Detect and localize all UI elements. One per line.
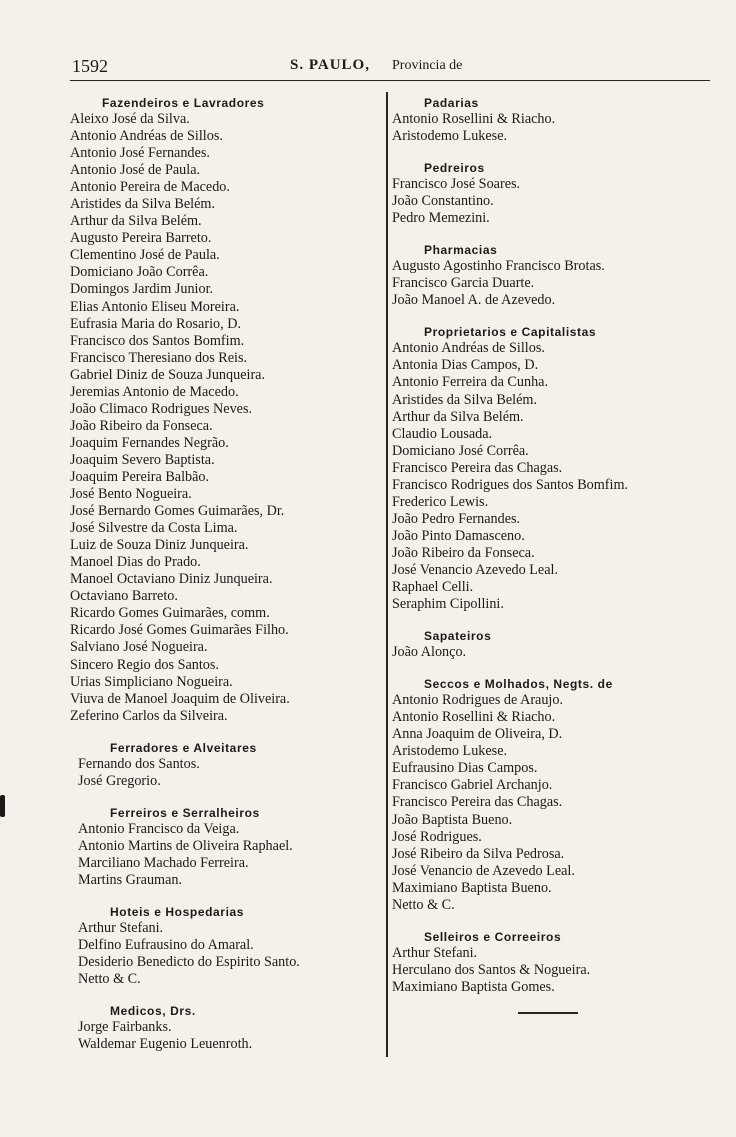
directory-entry: Antonio Andréas de Sillos.: [392, 340, 545, 357]
directory-entry: Antonio Rodrigues de Araujo.: [392, 692, 564, 709]
directory-entry: Maximiano Baptista Bueno.: [392, 879, 552, 896]
directory-entry: Antonio Martins de Oliveira Raphael.: [78, 837, 293, 854]
directory-entry: José Venancio de Azevedo Leal.: [392, 862, 575, 879]
directory-entry: Antonio Andréas de Sillos.: [70, 128, 223, 145]
directory-entry: Anna Joaquim de Oliveira, D.: [392, 726, 563, 743]
section-padarias: [392, 96, 717, 145]
section-title: Ferradores e Alveitares: [110, 740, 257, 755]
directory-entry: Joaquim Severo Baptista.: [70, 451, 215, 468]
directory-entry: Arthur Stefani.: [392, 944, 478, 961]
right-column: [392, 96, 717, 1014]
header-rule: [70, 80, 710, 81]
section-pedreiros: [392, 161, 717, 227]
section-proprietarios-e-capitalistas: [392, 325, 717, 613]
directory-entry: Arthur da Silva Belém.: [70, 213, 202, 230]
directory-entry: José Bernardo Gomes Guimarães, Dr.: [70, 503, 285, 520]
directory-entry: Augusto Agostinho Francisco Brotas.: [392, 258, 605, 275]
directory-entry: Claudio Lousada.: [392, 425, 493, 442]
directory-entry: Manoel Dias do Prado.: [70, 554, 201, 571]
page-number: 1592: [72, 56, 108, 76]
directory-entry: João Ribeiro da Fonseca.: [70, 417, 213, 434]
directory-entry: Clementino José de Paula.: [70, 247, 220, 264]
directory-entry: José Bento Nogueira.: [70, 486, 192, 503]
directory-entry: Sincero Regio dos Santos.: [70, 656, 219, 673]
directory-entry: João Climaco Rodrigues Neves.: [70, 400, 253, 417]
end-rule: [518, 1012, 578, 1014]
directory-entry: João Alonço.: [392, 644, 467, 661]
directory-entry: Elias Antonio Eliseu Moreira.: [70, 298, 240, 315]
directory-entry: Francisco Pereira das Chagas.: [392, 459, 563, 476]
directory-entry: Augusto Pereira Barreto.: [70, 230, 212, 247]
section-title: Hoteis e Hospedarias: [110, 904, 245, 919]
directory-entry: Martins Grauman.: [78, 871, 183, 888]
directory-entry: João Ribeiro da Fonseca.: [392, 544, 535, 561]
directory-entry: Pedro Memezini.: [392, 210, 490, 227]
directory-entry: José Venancio Azevedo Leal.: [392, 561, 558, 578]
directory-entry: Francisco José Soares.: [392, 176, 521, 193]
directory-entry: Netto & C.: [392, 896, 455, 913]
page-header: [0, 54, 736, 82]
directory-entry: João Manoel A. de Azevedo.: [392, 292, 556, 309]
directory-entry: Francisco Theresiano dos Reis.: [70, 349, 248, 366]
directory-entry: Aleixo José da Silva.: [70, 111, 190, 127]
directory-entry: Francisco Gabriel Archanjo.: [392, 777, 553, 794]
directory-entry: Antonio Rosellini & Riacho.: [392, 111, 556, 127]
directory-entry: Jorge Fairbanks.: [78, 1019, 172, 1036]
directory-entry: Desiderio Benedicto do Espirito Santo.: [78, 954, 300, 971]
directory-entry: Manoel Octaviano Diniz Junqueira.: [70, 571, 273, 588]
directory-entry: Frederico Lewis.: [392, 493, 489, 510]
section-title: Pedreiros: [424, 161, 485, 176]
directory-entry: Delfino Eufrausino do Amaral.: [78, 937, 254, 954]
directory-entry: José Ribeiro da Silva Pedrosa.: [392, 845, 565, 862]
column-divider: [386, 92, 388, 1057]
running-head-city: S. PAULO,: [290, 57, 370, 73]
section-sapateiros: [392, 629, 717, 661]
left-column: [70, 96, 378, 1053]
directory-entry: Ricardo José Gomes Guimarães Filho.: [70, 622, 289, 639]
directory-entry: João Pinto Damasceno.: [392, 527, 525, 544]
directory-entry: Urias Simpliciano Nogueira.: [70, 673, 233, 690]
directory-entry: Seraphim Cipollini.: [392, 596, 504, 613]
section-title: Pharmacias: [424, 243, 498, 258]
directory-entry: Octaviano Barreto.: [70, 588, 178, 605]
section-seccos-e-molhados-negts-de: [392, 677, 717, 914]
directory-entry: Salviano José Nogueira.: [70, 639, 208, 656]
directory-entry: Viuva de Manoel Joaquim de Oliveira.: [70, 690, 290, 707]
directory-entry: Raphael Celli.: [392, 579, 474, 596]
section-medicos-drs: [70, 1004, 378, 1053]
directory-entry: Jeremias Antonio de Macedo.: [70, 383, 239, 400]
directory-entry: Netto & C.: [78, 971, 141, 988]
binding-mark: [0, 795, 5, 817]
directory-entry: José Silvestre da Costa Lima.: [70, 520, 238, 537]
directory-entry: Eufrausino Dias Campos.: [392, 760, 538, 777]
section-hoteis-e-hospedarias: [70, 905, 378, 988]
directory-entry: Arthur Stefani.: [78, 919, 164, 936]
directory-entry: João Baptista Bueno.: [392, 811, 513, 828]
section-ferradores-e-alveitares: [70, 741, 378, 790]
directory-entry: Aristides da Silva Belém.: [70, 196, 216, 213]
section-title: Proprietarios e Capitalistas: [424, 325, 597, 340]
directory-entry: Joaquim Fernandes Negrão.: [70, 434, 229, 451]
section-title: Fazendeiros e Lavradores: [102, 96, 265, 110]
section-pharmacias: [392, 243, 717, 309]
directory-entry: Waldemar Eugenio Leuenroth.: [78, 1036, 253, 1053]
directory-entry: João Constantino.: [392, 193, 494, 210]
directory-entry: Eufrasia Maria do Rosario, D.: [70, 315, 241, 332]
running-head-province: Provincia de: [392, 58, 463, 73]
directory-entry: Zeferino Carlos da Silveira.: [70, 707, 228, 724]
section-title: Medicos, Drs.: [110, 1004, 196, 1019]
directory-entry: Aristodemo Lukese.: [392, 128, 508, 145]
directory-entry: João Pedro Fernandes.: [392, 510, 521, 527]
directory-entry: Aristides da Silva Belém.: [392, 391, 538, 408]
section-title: Selleiros e Correeiros: [424, 929, 562, 944]
directory-entry: Antonio José Fernandes.: [70, 145, 210, 162]
directory-entry: Maximiano Baptista Gomes.: [392, 978, 555, 995]
directory-entry: Arthur da Silva Belém.: [392, 408, 524, 425]
directory-entry: Luiz de Souza Diniz Junqueira.: [70, 537, 249, 554]
section-title: Seccos e Molhados, Negts. de: [424, 677, 613, 692]
directory-entry: Ricardo Gomes Guimarães, comm.: [70, 605, 270, 622]
directory-entry: Marciliano Machado Ferreira.: [78, 854, 249, 871]
directory-entry: Antonio José de Paula.: [70, 162, 201, 179]
directory-entry: Domingos Jardim Junior.: [70, 281, 214, 298]
directory-entry: Francisco Pereira das Chagas.: [392, 794, 563, 811]
section-ferreiros-e-serralheiros: [70, 806, 378, 889]
section-title: Ferreiros e Serralheiros: [110, 805, 260, 820]
directory-entry: Herculano dos Santos & Nogueira.: [392, 961, 591, 978]
directory-entry: Antonio Rosellini & Riacho.: [392, 709, 556, 726]
section-title: Padarias: [424, 96, 479, 110]
directory-entry: Domiciano José Corrêa.: [392, 442, 529, 459]
directory-entry: Francisco dos Santos Bomfim.: [70, 332, 245, 349]
directory-entry: José Gregorio.: [78, 772, 161, 789]
section-selleiros-e-correeiros: [392, 930, 717, 996]
section-title: Sapateiros: [424, 629, 492, 644]
directory-entry: Domiciano João Corrêa.: [70, 264, 209, 281]
directory-entry: Francisco Rodrigues dos Santos Bomfim.: [392, 476, 629, 493]
directory-entry: Joaquim Pereira Balbão.: [70, 468, 210, 485]
directory-entry: Gabriel Diniz de Souza Junqueira.: [70, 366, 266, 383]
directory-entry: Antonio Pereira de Macedo.: [70, 179, 230, 196]
directory-entry: Fernando dos Santos.: [78, 755, 200, 772]
directory-entry: Francisco Garcia Duarte.: [392, 275, 535, 292]
directory-entry: José Rodrigues.: [392, 828, 482, 845]
section-fazendeiros-e-lavradores: [70, 96, 378, 725]
directory-entry: Antonio Francisco da Veiga.: [78, 820, 240, 837]
directory-entry: Antonio Ferreira da Cunha.: [392, 374, 549, 391]
directory-entry: Aristodemo Lukese.: [392, 743, 508, 760]
directory-entry: Antonia Dias Campos, D.: [392, 357, 539, 374]
